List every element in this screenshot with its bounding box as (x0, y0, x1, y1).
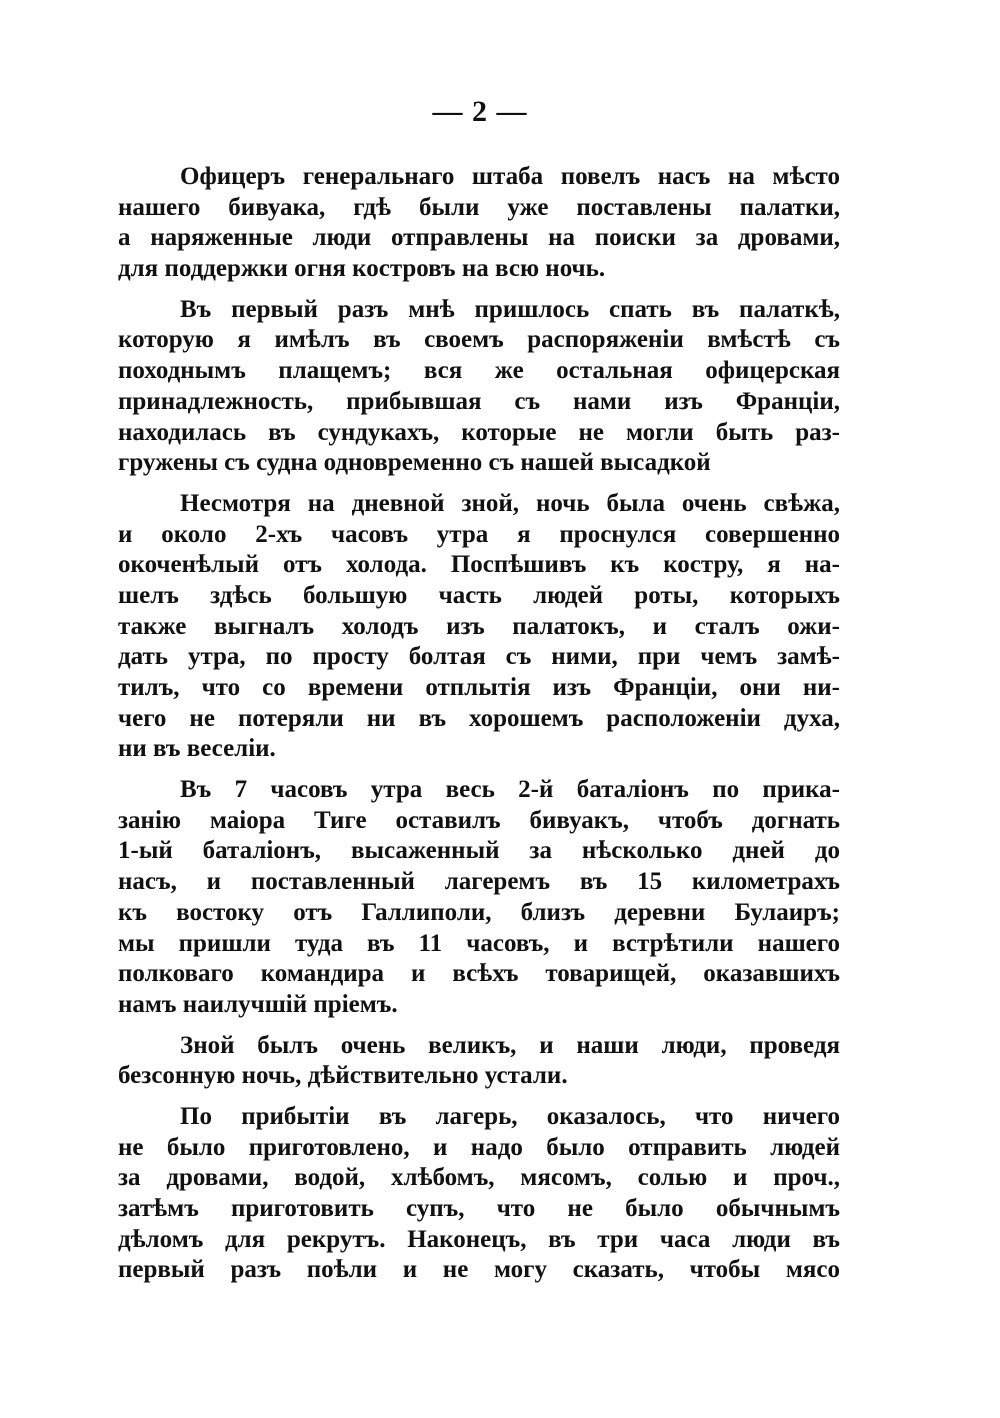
paragraph (118, 1031, 840, 1092)
text-line: гружены съ судна одновременно съ нашей высадкой (118, 449, 711, 477)
paragraph (118, 489, 840, 765)
text-line: принадлежность, прибывшая съ нами изъ Франціи, (118, 387, 840, 415)
text-line: чего не потеряли ни въ хорошемъ расположеніи духа, (118, 704, 840, 732)
text-line: походнымъ плащемъ; вся же остальная офицерская (118, 357, 840, 385)
paragraph (118, 162, 840, 285)
paragraph (118, 295, 840, 479)
text-line: Зной былъ очень великъ, и наши люди, проведя (180, 1031, 840, 1059)
text-line: тилъ, что со времени отплытія изъ Франціи, они ни- (118, 674, 840, 701)
text-line: за дровами, водой, хлѣбомъ, мясомъ, солью и проч., (118, 1164, 840, 1192)
text-line: находилась въ сундукахъ, которые не могли быть раз- (118, 418, 840, 446)
text-line: Въ 7 часовъ утра весь 2-й баталіонъ по прика- (180, 776, 840, 804)
text-line: 1-ый баталіонъ, высаженный за нѣсколько дней до (118, 837, 840, 865)
paragraph (118, 775, 840, 1021)
text-line: затѣмъ приготовить супъ, что не было обычнымъ (118, 1195, 840, 1222)
text-line: мы пришли туда въ 11 часовъ, и встрѣтили нашего (118, 929, 840, 957)
text-line: насъ, и поставленный лагеремъ въ 15 километрахъ (118, 868, 840, 896)
text-line: ни въ веселіи. (118, 735, 276, 763)
page-number: — 2 — (432, 95, 528, 128)
text-line: шелъ здѣсь большую часть людей роты, которыхъ (118, 581, 840, 609)
text-line: дать утра, по просту болтая съ ними, при чемъ замѣ- (118, 643, 840, 671)
text-line: По прибытіи въ лагерь, оказалось, что ничего (180, 1102, 840, 1130)
text-line: для поддержки огня костровъ на всю ночь. (118, 255, 606, 283)
text-line: полковаго командира и всѣхъ товарищей, оказавшихъ (118, 960, 840, 988)
text-line: Въ первый разъ мнѣ пришлось спать въ палаткѣ, (180, 295, 840, 323)
text-line: первый разъ поѣли и не могу сказать, чтобы мясо (118, 1256, 840, 1284)
text-line: нашего бивуака, гдѣ были уже поставлены палатки, (118, 193, 840, 221)
text-line: Несмотря на дневной зной, ночь была очень свѣжа, (180, 489, 840, 517)
text-line: и около 2-хъ часовъ утра я проснулся совершенно (118, 520, 840, 548)
text-line: къ востоку отъ Галлиполи, близъ деревни Булаиръ; (118, 898, 840, 926)
text-line: Офицеръ генеральнаго штаба повелъ насъ на мѣсто (180, 163, 840, 190)
text-line: а наряженные люди отправлены на поиски за дровами, (118, 224, 840, 252)
text-line: не было приготовлено, и надо было отправить людей (118, 1133, 840, 1161)
text-line: также выгналъ холодъ изъ палатокъ, и сталъ ожи- (118, 612, 840, 640)
text-line: дѣломъ для рекрутъ. Наконецъ, въ три часа люди въ (118, 1225, 840, 1253)
text-line: которую я имѣлъ въ своемъ распоряженіи вмѣстѣ съ (118, 326, 840, 354)
text-line: окоченѣлый отъ холода. Поспѣшивъ къ костру, я на- (118, 551, 840, 579)
text-line: намъ наилучшій пріемъ. (118, 990, 398, 1018)
text-line: безсонную ночь, дѣйствительно устали. (118, 1062, 568, 1090)
body-text (118, 162, 840, 1296)
paragraph (118, 1102, 840, 1286)
text-line: занію маіора Тиге оставилъ бивуакъ, чтобъ догнать (118, 806, 840, 834)
